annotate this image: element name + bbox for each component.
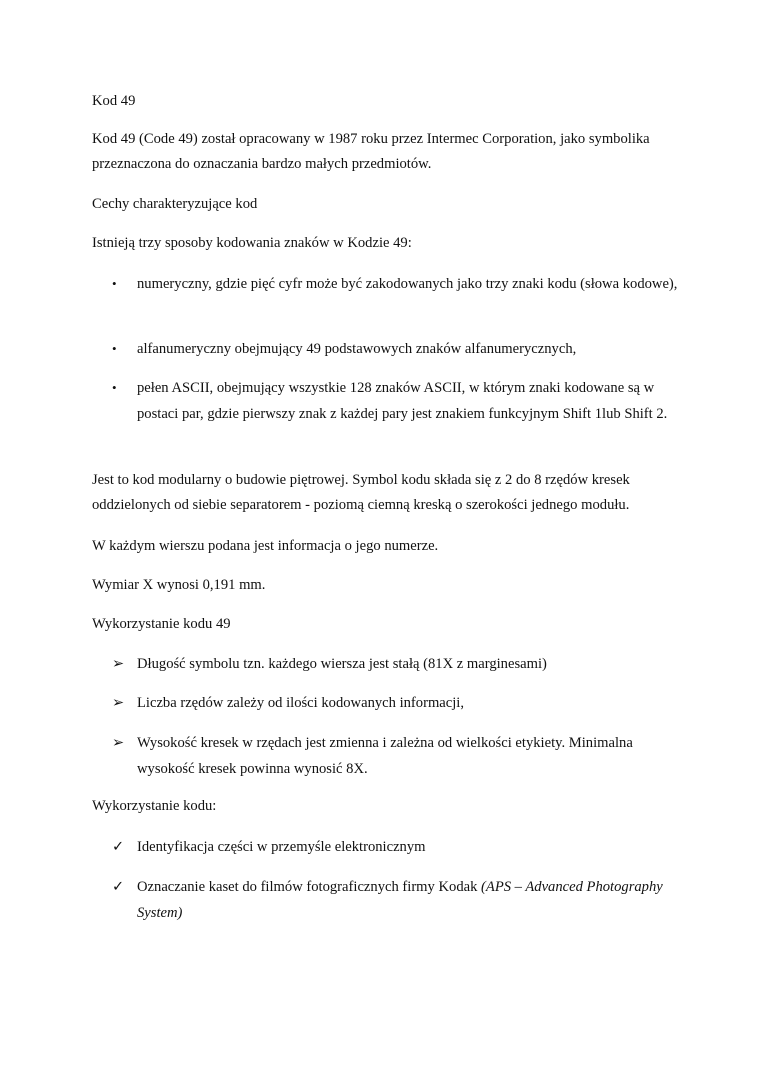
list-item-text: numeryczny, gdzie pięć cyfr może być zakodowanych jako trzy znaki kodu (słowa kodowe), xyxy=(137,276,678,292)
list-item-text xyxy=(137,874,682,926)
list-item-text: Liczba rzędów zależy od ilości kodowanych informacji, xyxy=(137,695,465,711)
dimension-paragraph: Wymiar X wynosi 0,191 mm. xyxy=(92,577,266,593)
list-item-text: Identyfikacja części w przemyśle elektronicznym xyxy=(137,839,426,855)
arrow-bullet-icon: ➢ xyxy=(112,695,125,711)
row-info-paragraph: W każdym wierszu podana jest informacja o jego numerze. xyxy=(92,538,439,554)
bullet-marker: • xyxy=(112,380,117,395)
document-title: Kod 49 xyxy=(92,93,136,109)
encoding-intro: Istnieją trzy sposoby kodowania znaków w Kodzie 49: xyxy=(92,235,412,251)
usage-heading-2: Wykorzystanie kodu: xyxy=(92,798,217,814)
bullet-marker: • xyxy=(112,276,117,291)
list-item-plain-text: Oznaczanie kaset do filmów fotograficznych firmy Kodak xyxy=(137,879,482,895)
structure-paragraph: Jest to kod modularny o budowie piętrowej. Symbol kodu składa się z 2 do 8 rzędów kresek oddzielonych od siebie separatorem - poziomą ciemną kreską o szerokości jednego modułu. xyxy=(92,472,630,513)
list-item-text: Długość symbolu tzn. każdego wiersza jest stałą (81X z marginesami) xyxy=(137,656,547,672)
intro-paragraph: Kod 49 (Code 49) został opracowany w 1987 roku przez Intermec Corporation, jako symbolika przeznaczona do oznaczania bardzo małych przedmiotów. xyxy=(92,131,650,172)
bullet-marker: • xyxy=(112,341,117,356)
checkmark-icon: ✓ xyxy=(112,839,125,855)
list-item-text: alfanumeryczny obejmujący 49 podstawowych znaków alfanumerycznych, xyxy=(137,341,577,357)
arrow-bullet-icon: ➢ xyxy=(112,656,125,672)
checkmark-icon: ✓ xyxy=(112,879,125,895)
list-item-text: Wysokość kresek w rzędach jest zmienna i zależna od wielkości etykiety. Minimalna wysokość kresek powinna wynosić 8X. xyxy=(137,735,633,777)
list-item-text: pełen ASCII, obejmujący wszystkie 128 znaków ASCII, w którym znaki kodowane są w postaci par, gdzie pierwszy znak z każdej pary jest znakiem funkcyjnym Shift 1lub Shift 2. xyxy=(137,380,668,422)
list-item-emphasis-text: (APS – Advanced Photography System) xyxy=(137,879,663,921)
usage-heading-1: Wykorzystanie kodu 49 xyxy=(92,616,231,632)
arrow-bullet-icon: ➢ xyxy=(112,735,125,751)
features-heading: Cechy charakteryzujące kod xyxy=(92,196,258,212)
